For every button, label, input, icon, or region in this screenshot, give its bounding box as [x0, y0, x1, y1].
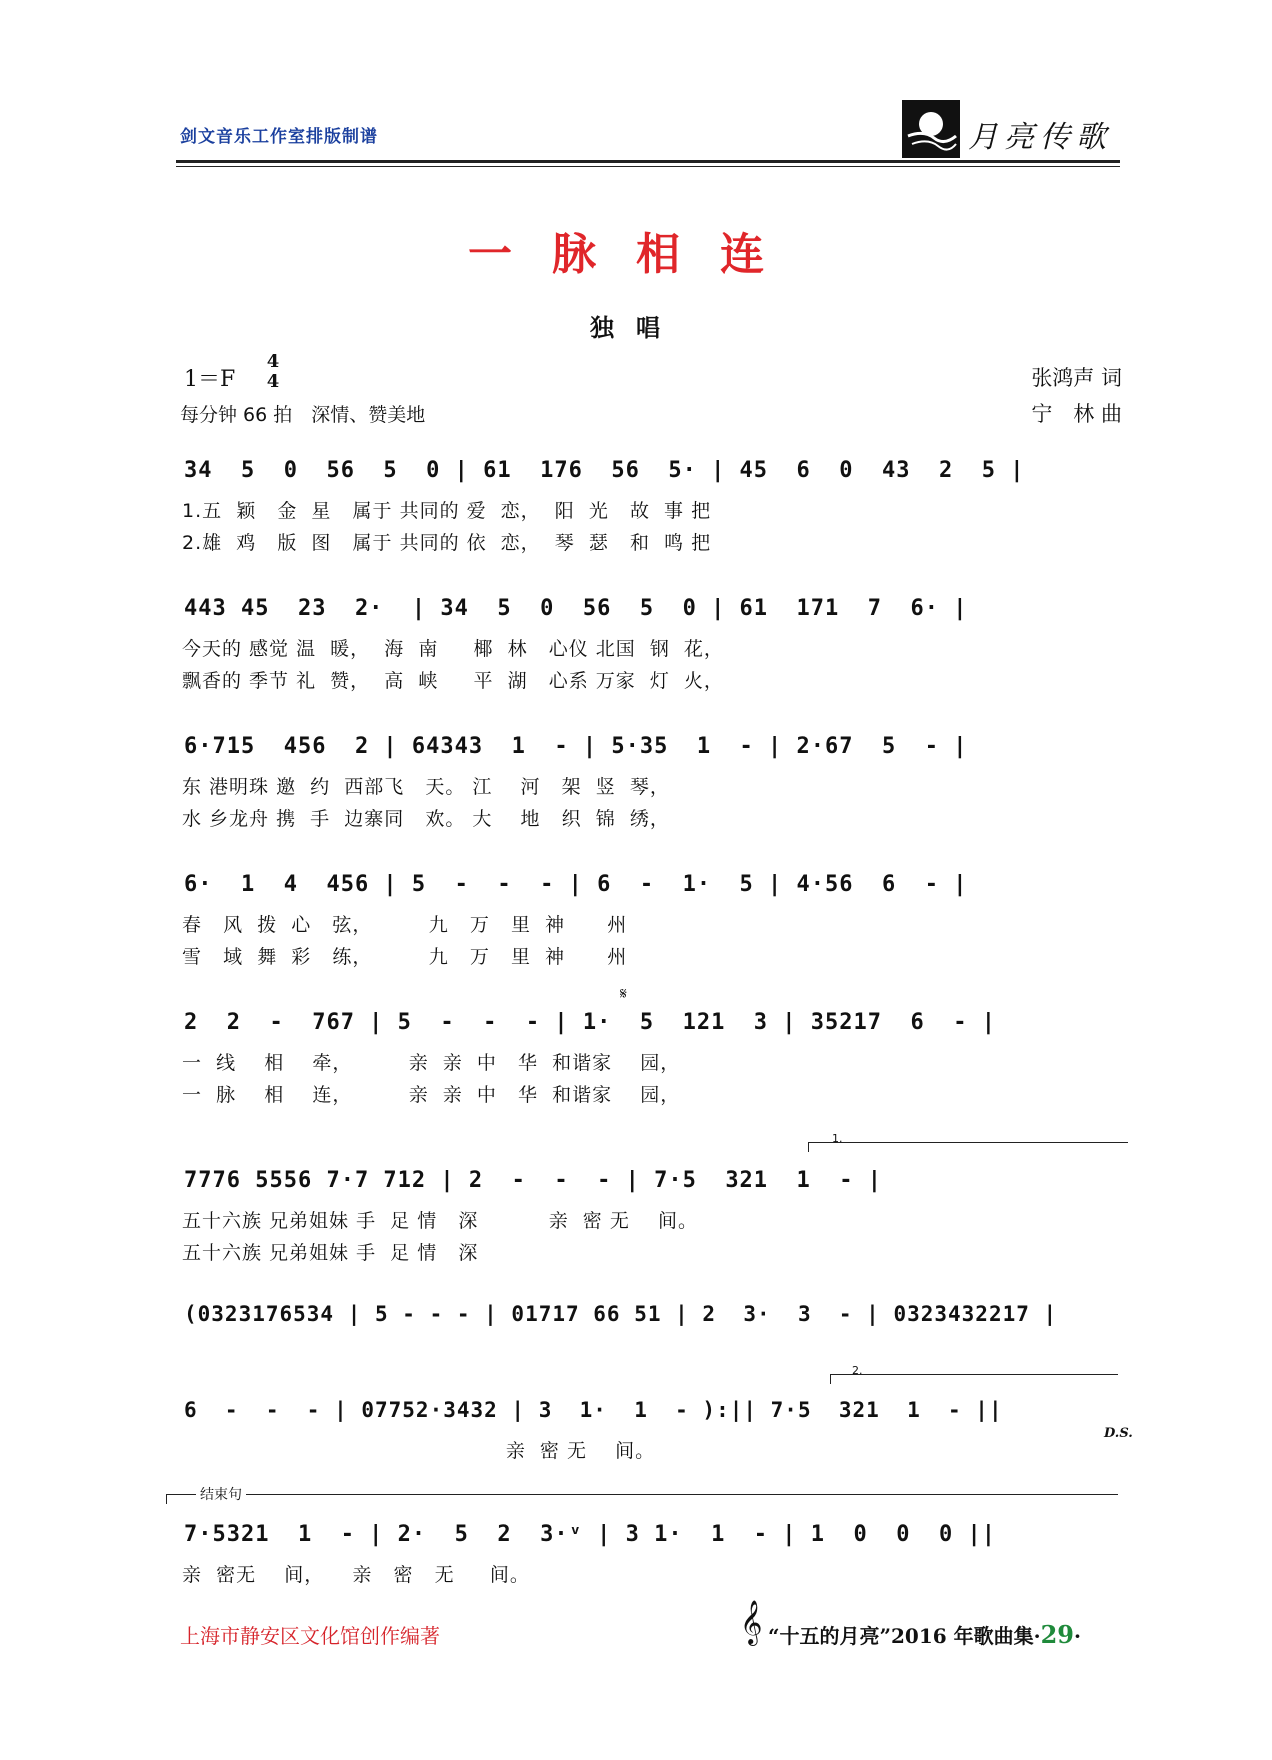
- volta-1-bracket: [808, 1142, 1128, 1143]
- treble-clef-icon: 𝄞: [740, 1600, 763, 1644]
- volta-1-label: 1.: [832, 1132, 843, 1145]
- notation-line-3: 6·715 456 2 | 64343 1 - | 5·35 1 - | 2·67 5 - |: [184, 734, 968, 759]
- lyric-line-2-verse2: 飘香的 季节 礼 赞， 高 峡 平 湖 心系 万家 灯 火，: [182, 670, 724, 692]
- volta-2-bracket-start: [830, 1374, 831, 1384]
- header-rule-thin: [176, 166, 1120, 167]
- notation-line-5: 2 2 - 767 | 5 - - - | 1· 5 121 3 | 35217 6 - |: [184, 1010, 996, 1035]
- tempo-marking: 每分钟 66 拍 深情、赞美地: [180, 404, 426, 426]
- lyric-line-2-verse1: 今天的 感觉 温 暖， 海 南 椰 林 心仪 北国 钢 花，: [182, 638, 724, 660]
- coda-label: 结束句: [196, 1484, 246, 1504]
- page-number-suffix: ·: [1074, 1624, 1081, 1648]
- lyric-line-4-verse2: 雪 域 舞 彩 练， 九 万 里 神 州: [182, 946, 628, 968]
- notation-line-4: 6· 1 4 456 | 5 - - - | 6 - 1· 5 | 4·56 6 - |: [184, 872, 968, 897]
- dal-segno-mark: D.S.: [1104, 1426, 1133, 1441]
- time-signature-bottom: 4: [266, 371, 280, 392]
- collection-credit: [768, 1620, 1081, 1649]
- lyric-line-4-verse1: 春 风 拨 心 弦， 九 万 里 神 州: [182, 914, 628, 936]
- logo-wordmark: 月亮传歌: [968, 120, 1112, 155]
- lyric-line-6-verse2: 五十六族 兄弟姐妹 手 足 情 深: [182, 1242, 479, 1264]
- lyric-line-3-verse1: 东 港明珠 邀 约 西部飞 天。 江 河 架 竖 琴，: [182, 776, 670, 798]
- page-number: 29: [1040, 1620, 1075, 1649]
- lyric-line-8-verse1: 亲 密 无 间。: [182, 1440, 656, 1462]
- segno-icon: 𝄋: [620, 984, 627, 1003]
- coda-bracket-start: [166, 1494, 167, 1504]
- lyric-line-5-verse2: 一 脉 相 连， 亲 亲 中 华 和谐家 园，: [182, 1084, 681, 1106]
- lyricist-credit: 张鸿声 词: [1031, 366, 1122, 390]
- notation-line-7-interlude: (0323176534 | 5 - - - | 01717 66 51 | 2 3· 3 - | 0323432217 |: [184, 1302, 1058, 1326]
- notation-line-6: 7776 5556 7·7 712 | 2 - - - | 7·5 321 1 - |: [184, 1168, 883, 1193]
- lyric-line-3-verse2: 水 乡龙舟 携 手 边寨同 欢。 大 地 织 锦 绣，: [182, 808, 670, 830]
- publisher-credit: 上海市静安区文化馆创作编著: [180, 1624, 440, 1648]
- volta-2-label: 2.: [852, 1364, 863, 1377]
- coda-bracket: [166, 1494, 1118, 1495]
- key-signature: 1＝F: [184, 367, 236, 392]
- song-title: 一脉相连: [468, 229, 804, 280]
- lyric-line-1-verse1: 1.五 颖 金 星 属于 共同的 爱 恋， 阳 光 故 事 把: [182, 500, 712, 522]
- time-signature-top: 4: [266, 351, 280, 372]
- lyric-line-1-verse2: 2.雄 鸡 版 图 属于 共同的 依 恋， 琴 瑟 和 鸣 把: [182, 532, 712, 554]
- time-signature: [266, 352, 280, 392]
- moon-logo-icon: [902, 100, 960, 158]
- notation-line-9-ending: 7·5321 1 - | 2· 5 2 3·ᵛ | 3 1· 1 - | 1 0 0 0 ||: [184, 1522, 996, 1547]
- lyric-line-6-verse1: 五十六族 兄弟姐妹 手 足 情 深 亲 密 无 间。: [182, 1210, 698, 1232]
- header-rule: [176, 160, 1120, 163]
- collection-title: “十五的月亮”2016 年歌曲集·: [768, 1624, 1041, 1648]
- notation-line-1: 34 5 0 56 5 0 | 61 176 56 5· | 45 6 0 43 2 5 |: [184, 458, 1025, 483]
- lyric-line-9-verse1: 亲 密无 间， 亲 密 无 间。: [182, 1564, 530, 1586]
- composer-credit: 宁 林 曲: [1031, 402, 1122, 426]
- song-subtitle: 独唱: [590, 313, 682, 342]
- lyric-line-5-verse1: 一 线 相 牵， 亲 亲 中 华 和谐家 园，: [182, 1052, 681, 1074]
- studio-credit: 剑文音乐工作室排版制谱: [180, 127, 378, 147]
- notation-line-8: 6 - - - | 07752·3432 | 3 1· 1 - ):|| 7·5 321 1 - ||: [184, 1398, 1003, 1422]
- notation-line-2: 443 45 23 2· | 34 5 0 56 5 0 | 61 171 7 6· |: [184, 596, 968, 621]
- volta-1-bracket-start: [808, 1142, 809, 1152]
- volta-2-bracket: [830, 1374, 1118, 1375]
